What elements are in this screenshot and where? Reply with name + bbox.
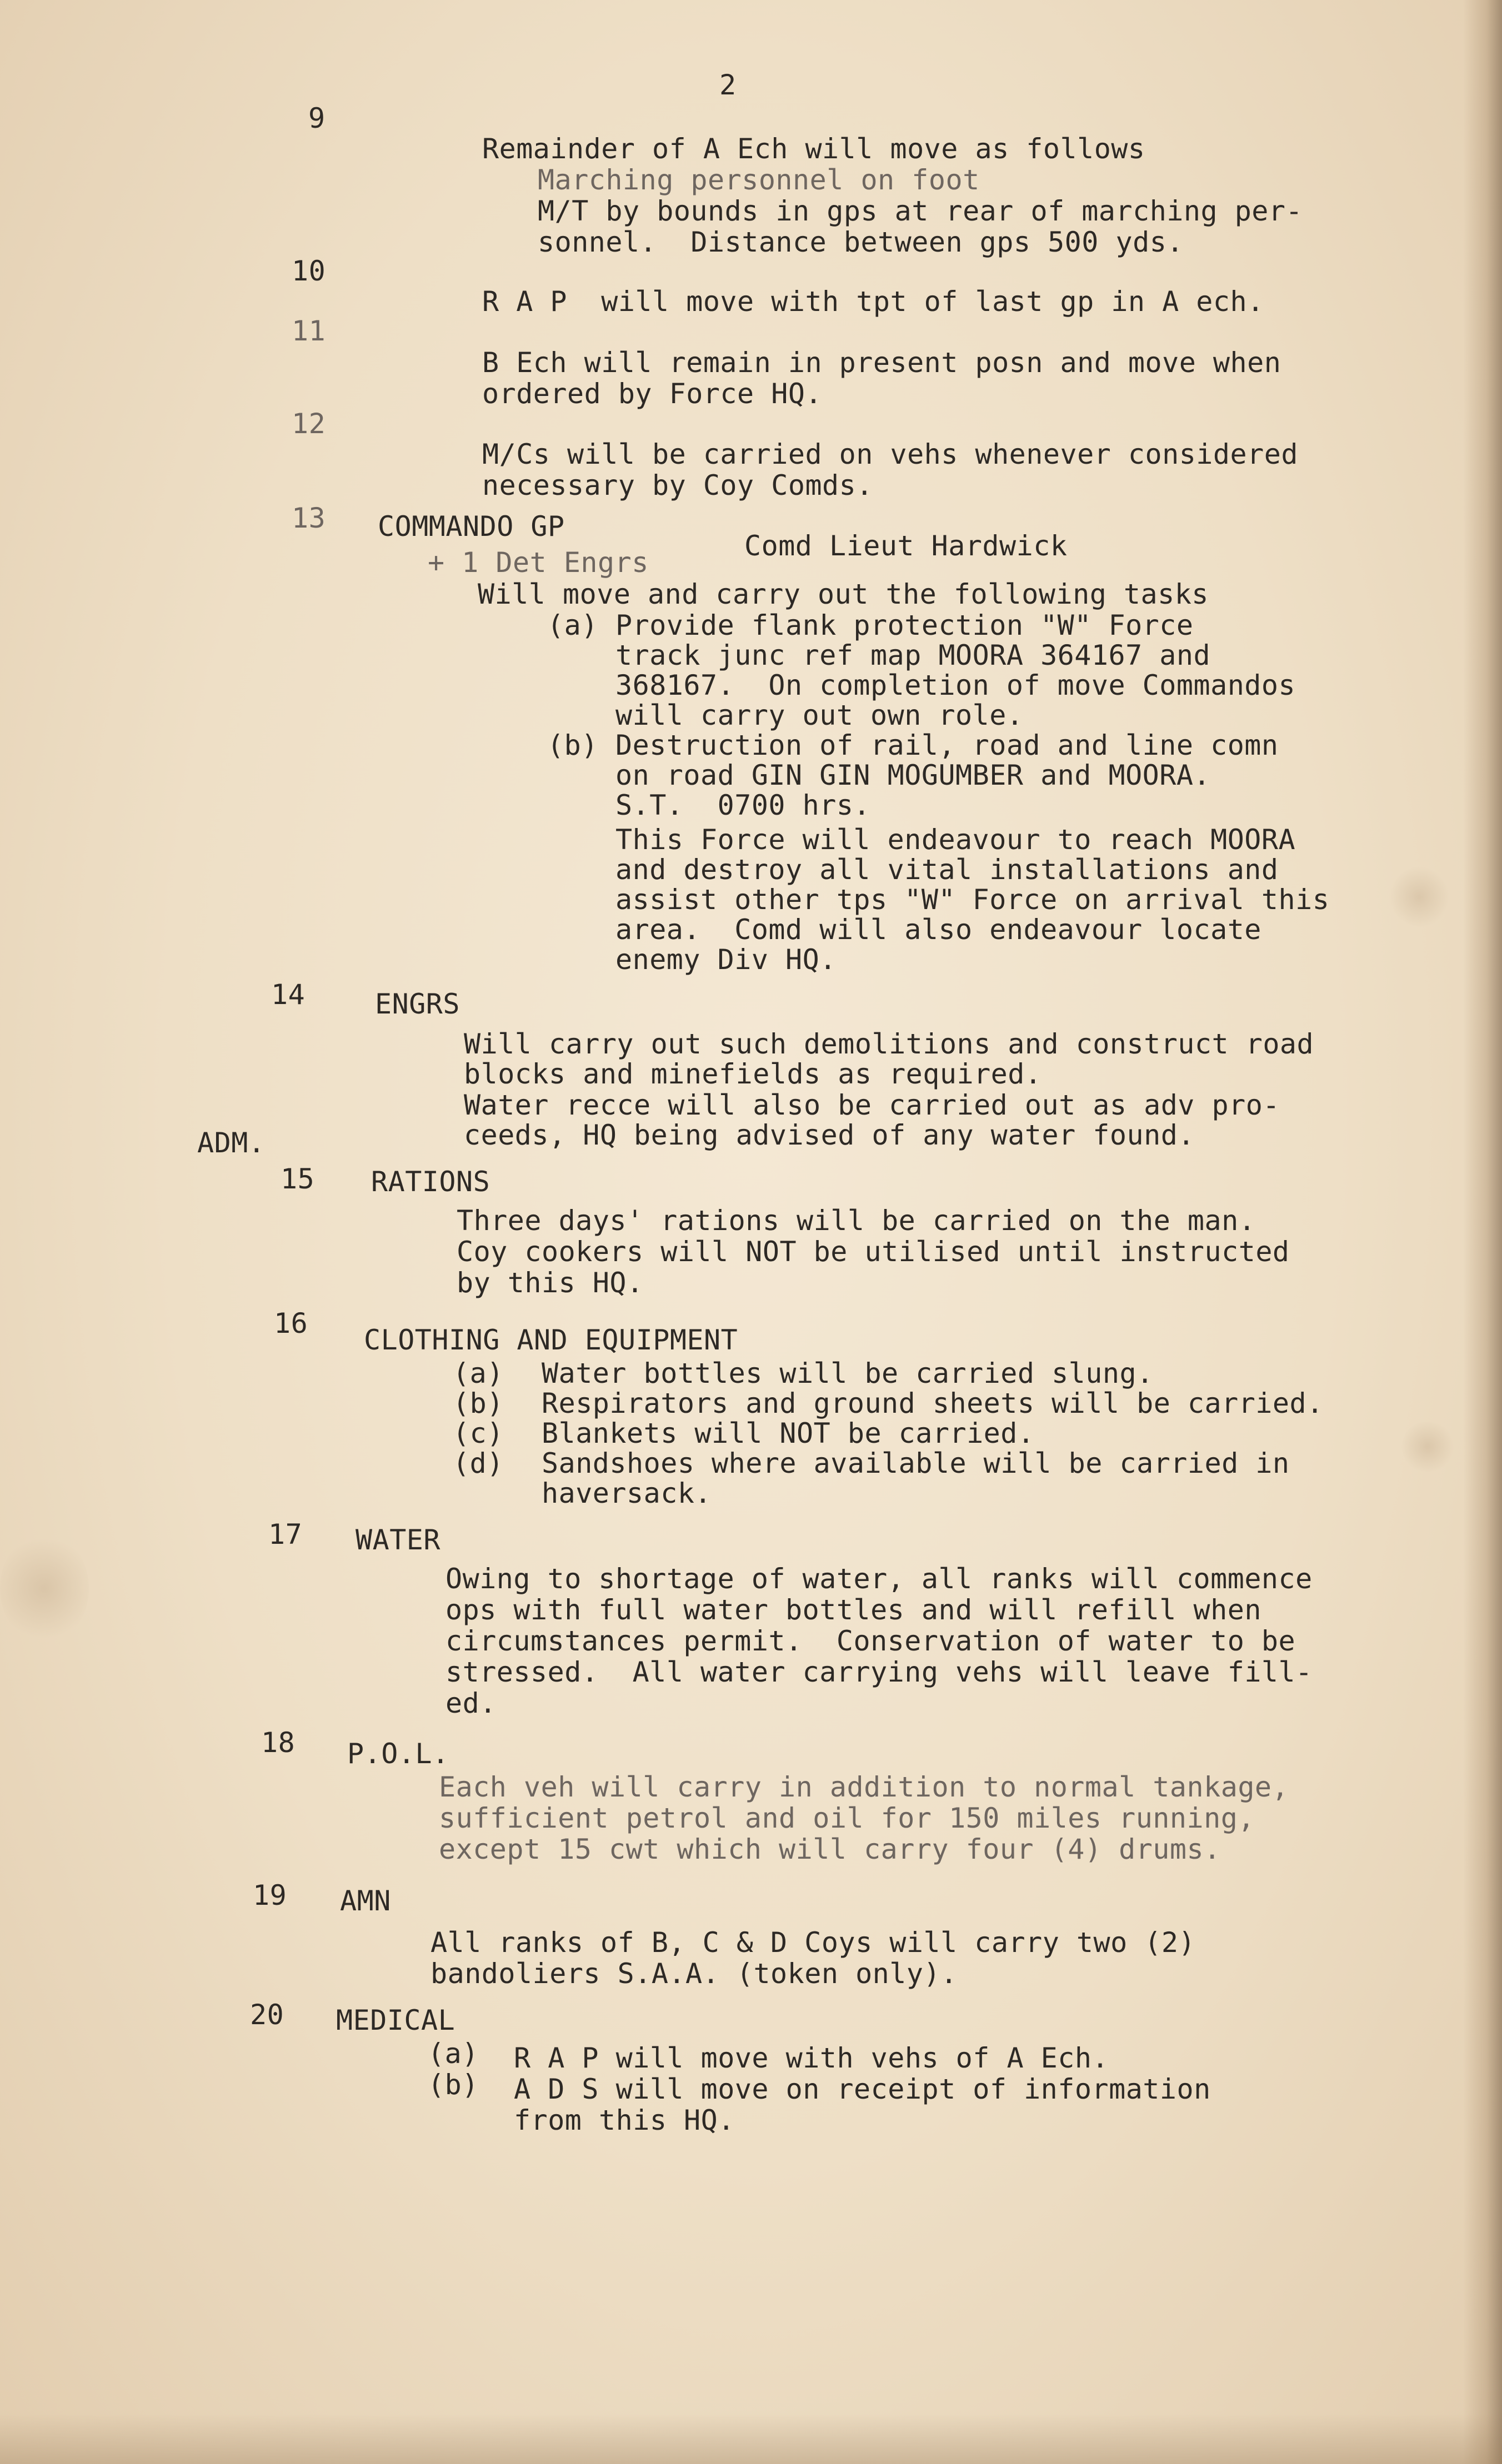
p20-heading: MEDICAL <box>336 2004 455 2036</box>
paragraph-number-20: 20 <box>250 1999 284 2031</box>
p17-line-1: Owing to shortage of water, all ranks will commence <box>445 1563 1313 1595</box>
p19-line-1: All ranks of B, C & D Coys will carry two (2) <box>430 1926 1196 1959</box>
p14-line-2: blocks and minefields as required. <box>464 1058 1042 1090</box>
p13-a-line-2: track junc ref map MOORA 364167 and <box>615 639 1211 671</box>
adm-margin-label: ADM. <box>197 1127 266 1159</box>
p19-heading: AMN <box>340 1885 391 1917</box>
p14-line-4: ceeds, HQ being advised of any water found. <box>464 1119 1195 1151</box>
paper-edge-shadow-bottom <box>0 2414 1502 2464</box>
paragraph-number-18: 18 <box>261 1727 296 1759</box>
paragraph-number-11: 11 <box>292 315 326 347</box>
p18-line-2: sufficient petrol and oil for 150 miles running, <box>439 1802 1255 1834</box>
p14-heading: ENGRS <box>375 988 460 1020</box>
stain-mark <box>1389 866 1450 927</box>
page-number: 2 <box>719 69 737 101</box>
p13-sub: + 1 Det Engrs <box>428 546 649 579</box>
paragraph-number-15: 15 <box>281 1163 315 1195</box>
p18-heading: P.O.L. <box>347 1738 449 1770</box>
p11-line-1: B Ech will remain in present posn and move when <box>482 347 1281 379</box>
paragraph-number-10: 10 <box>292 255 326 287</box>
p9-line-1: Remainder of A Ech will move as follows <box>482 133 1145 165</box>
p15-line-1: Three days' rations will be carried on the man. <box>457 1205 1256 1237</box>
p13-b-line-1: Destruction of rail, road and line comn <box>615 729 1279 761</box>
p14-line-1: Will carry out such demolitions and construct road <box>464 1028 1314 1060</box>
p17-line-5: ed. <box>445 1687 497 1719</box>
p13-b-line-3: S.T. 0700 hrs. <box>615 789 871 821</box>
p13-b-line-7: area. Comd will also endeavour locate <box>615 914 1261 946</box>
p15-line-2: Coy cookers will NOT be utilised until instructed <box>457 1236 1290 1268</box>
p15-heading: RATIONS <box>371 1166 490 1198</box>
p18-line-1: Each veh will carry in addition to normal tankage, <box>439 1771 1289 1803</box>
p20-item-b-text: A D S will move on receipt of information <box>514 2073 1211 2105</box>
p13-a-line-4: will carry out own role. <box>615 699 1024 731</box>
p13-a-line-3: 368167. On completion of move Commandos <box>615 669 1296 701</box>
p10-line-1: R A P will move with tpt of last gp in A ech. <box>482 285 1264 318</box>
p13-item-a-marker: (a) <box>547 609 598 641</box>
p9-line-4: sonnel. Distance between gps 500 yds. <box>538 226 1184 258</box>
p16-item-c-marker: (c) <box>453 1417 504 1449</box>
p16-item-a-marker: (a) <box>453 1357 504 1389</box>
p17-line-3: circumstances permit. Conservation of water to be <box>445 1625 1296 1657</box>
p13-commander: Comd Lieut Hardwick <box>744 530 1068 562</box>
p13-a-line-1: Provide flank protection "W" Force <box>615 609 1194 641</box>
stain-mark <box>0 1533 89 1644</box>
p16-heading: CLOTHING AND EQUIPMENT <box>364 1324 738 1356</box>
p16-item-c-text: Blankets will NOT be carried. <box>542 1417 1035 1449</box>
paragraph-number-17: 17 <box>268 1518 303 1550</box>
p9-line-2: Marching personnel on foot <box>538 164 980 196</box>
p11-line-2: ordered by Force HQ. <box>482 378 823 410</box>
p13-b-line-6: assist other tps "W" Force on arrival this <box>615 884 1330 916</box>
p17-heading: WATER <box>356 1524 441 1556</box>
p17-line-4: stressed. All water carrying vehs will leave fill- <box>445 1656 1313 1688</box>
p15-line-3: by this HQ. <box>457 1267 644 1299</box>
p13-b-line-5: and destroy all vital installations and <box>615 854 1279 886</box>
p13-b-line-8: enemy Div HQ. <box>615 944 837 976</box>
p16-item-b-marker: (b) <box>453 1387 504 1419</box>
p12-line-2: necessary by Coy Comds. <box>482 469 873 501</box>
p14-line-3: Water recce will also be carried out as adv pro- <box>464 1089 1280 1121</box>
p16-item-a-text: Water bottles will be carried slung. <box>542 1357 1154 1389</box>
p13-b-line-4: This Force will endeavour to reach MOORA <box>615 824 1296 856</box>
paragraph-number-13: 13 <box>292 502 326 534</box>
p16-item-d-marker: (d) <box>453 1447 504 1479</box>
p16-item-d-cont: haversack. <box>542 1477 712 1509</box>
stain-mark <box>1400 1422 1455 1472</box>
p17-line-2: ops with full water bottles and will refill when <box>445 1594 1261 1626</box>
p20-item-a-text: R A P will move with vehs of A Ech. <box>514 2042 1109 2074</box>
p13-heading: COMMANDO GP <box>378 510 565 543</box>
p20-item-b-cont: from this HQ. <box>514 2104 735 2136</box>
paragraph-number-16: 16 <box>274 1307 308 1339</box>
paper-edge-shadow-right <box>1463 0 1502 2464</box>
p13-intro: Will move and carry out the following tasks <box>478 578 1209 610</box>
paragraph-number-12: 12 <box>292 408 326 440</box>
p16-item-d-text: Sandshoes where available will be carried in <box>542 1447 1290 1479</box>
p18-line-3: except 15 cwt which will carry four (4) drums. <box>439 1833 1221 1865</box>
p13-b-line-2: on road GIN GIN MOGUMBER and MOORA. <box>615 759 1211 791</box>
p13-item-b-marker: (b) <box>547 729 598 761</box>
p9-line-3: M/T by bounds in gps at rear of marching per- <box>538 195 1303 227</box>
p19-line-2: bandoliers S.A.A. (token only). <box>430 1958 958 1990</box>
p20-item-b-marker: (b) <box>428 2069 479 2101</box>
p20-item-a-marker: (a) <box>428 2038 479 2070</box>
p16-item-b-text: Respirators and ground sheets will be carried. <box>542 1387 1324 1419</box>
paragraph-number-14: 14 <box>271 978 306 1011</box>
p12-line-1: M/Cs will be carried on vehs whenever considered <box>482 438 1298 470</box>
paragraph-number-19: 19 <box>253 1879 287 1911</box>
paragraph-number-9: 9 <box>308 102 326 134</box>
